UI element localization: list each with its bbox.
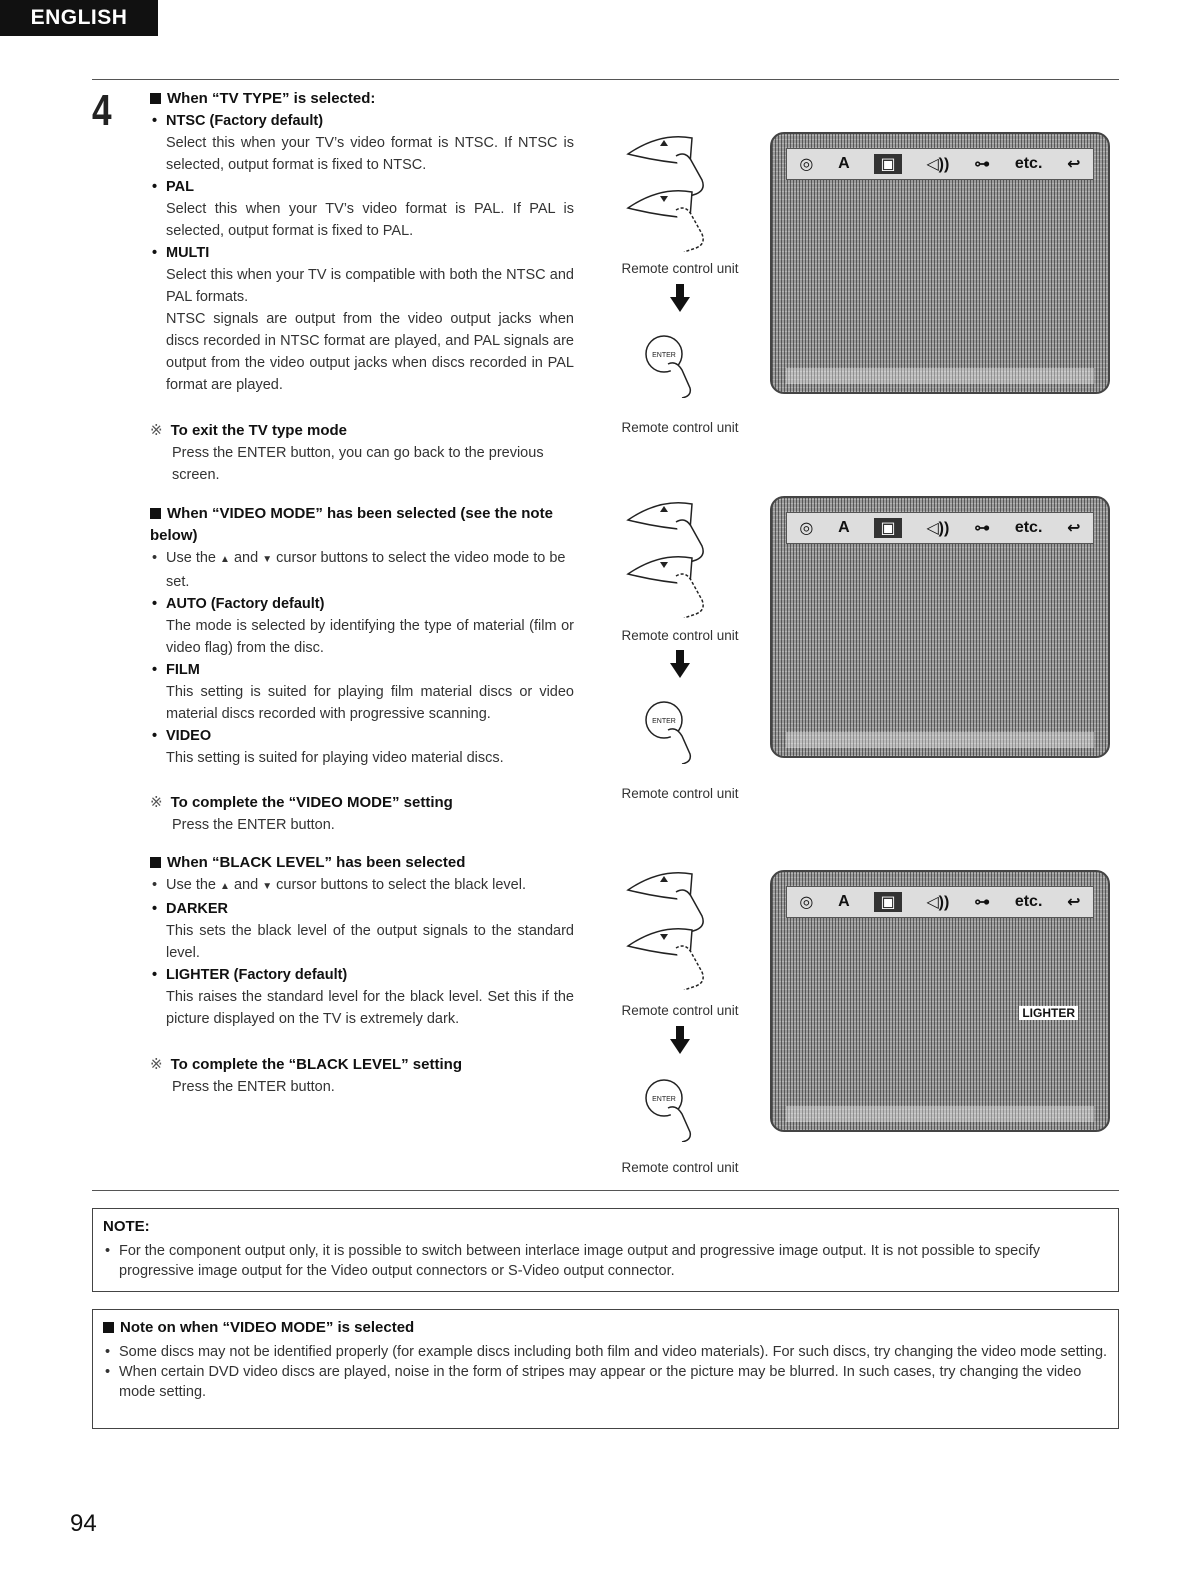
down-arrow-icon: [670, 1026, 690, 1056]
black-complete-text: Press the ENTER button.: [172, 1079, 335, 1095]
film-label: • FILM: [150, 659, 574, 681]
square-bullet-icon: [150, 93, 161, 104]
key-icon: ⊶: [974, 894, 991, 911]
speaker-icon: ◁)): [926, 894, 950, 911]
osd-footer: [786, 732, 1094, 748]
svg-text:ENTER: ENTER: [652, 718, 676, 725]
video-mode-instruction: • Use the ▲ and ▼ cursor buttons to select the video mode to be set.: [150, 547, 574, 593]
darker-text: This sets the black level of the output signals to the standard level.: [166, 923, 574, 961]
note-title: NOTE:: [103, 1218, 150, 1235]
video-mode-section: [150, 503, 574, 769]
osd-menu-bar: [786, 886, 1094, 918]
osd-option-selected: LIGHTER: [1019, 1006, 1078, 1020]
lighter-text: This raises the standard level for the black level. Set this if the picture displayed on the TV is extremely dark.: [166, 989, 574, 1027]
enter-button-icon: [632, 690, 732, 764]
black-level-instruction: • Use the ▲ and ▼ cursor buttons to select the black level.: [150, 874, 574, 898]
remote-control-label: Remote control unit: [621, 1003, 739, 1018]
remote-down-button-icon: [620, 178, 720, 252]
video-label: • VIDEO: [150, 725, 574, 747]
video-mode-note-box: [92, 1309, 1119, 1429]
osd-screen-black-level: [770, 870, 1110, 1132]
speaker-icon: ◁)): [926, 520, 950, 537]
remote-down-button-icon: [620, 916, 720, 990]
disc-icon: ◎: [799, 156, 814, 173]
ntsc-label: • NTSC (Factory default): [150, 110, 574, 132]
video-mode-note-item: • When certain DVD video discs are played, noise in the form of stripes may appear or the picture may be blurred. In such cases, try changing the video mode setting.: [103, 1362, 1108, 1402]
enter-button-icon: [632, 324, 732, 398]
square-bullet-icon: [103, 1322, 114, 1333]
speaker-icon: ◁)): [926, 156, 950, 173]
key-icon: ⊶: [974, 156, 991, 173]
bottom-divider: [92, 1190, 1119, 1191]
exit-text: Press the ENTER button, you can go back to the previous screen.: [172, 445, 544, 483]
osd-menu-bar: [786, 148, 1094, 180]
remote-control-label: Remote control unit: [621, 261, 739, 276]
multi-text-2: NTSC signals are output from the video output jacks when discs recorded in NTSC format are played, and PAL signals are output from the video output jacks when discs recorded in PAL format are played.: [166, 311, 574, 393]
language-tab: ENGLISH: [0, 0, 158, 36]
audio-language-icon: A: [838, 155, 850, 172]
etc-icon: etc.: [1014, 519, 1043, 536]
down-arrow-icon: ▼: [262, 881, 273, 892]
disc-icon: ◎: [799, 520, 814, 537]
remote-control-label: Remote control unit: [621, 1160, 739, 1175]
black-level-complete: [150, 1054, 574, 1098]
lighter-label: • LIGHTER (Factory default): [150, 964, 574, 986]
video-setup-icon: ▣: [874, 892, 901, 912]
tv-type-heading: When “TV TYPE” is selected:: [150, 88, 574, 110]
down-arrow-icon: [670, 284, 690, 314]
video-complete-text: Press the ENTER button.: [172, 817, 335, 833]
osd-menu-bar: [786, 512, 1094, 544]
video-text: This setting is suited for playing video material discs.: [166, 750, 504, 766]
auto-text: The mode is selected by identifying the type of material (film or video flag) from the disc.: [166, 618, 574, 656]
tv-type-section: [150, 88, 574, 396]
audio-language-icon: A: [838, 519, 850, 536]
return-icon: ↩: [1067, 894, 1081, 911]
video-mode-heading: When “VIDEO MODE” has been selected (see the note below): [150, 505, 553, 544]
etc-icon: etc.: [1014, 155, 1043, 172]
darker-label: • DARKER: [150, 898, 574, 920]
svg-text:ENTER: ENTER: [652, 1096, 676, 1103]
black-level-section: [150, 852, 574, 1030]
remote-down-button-icon: [620, 544, 720, 618]
note-item: • For the component output only, it is possible to switch between interlace image output and progressive image output. It is not possible to specify progressive image output for the Video output connectors or S-Video output connector.: [103, 1241, 1108, 1281]
auto-label: • AUTO (Factory default): [150, 593, 574, 615]
black-level-heading: When “BLACK LEVEL” has been selected: [150, 852, 574, 874]
video-mode-note-item: • Some discs may not be identified properly (for example discs including both film and video materials). For such discs, try changing the video mode setting.: [103, 1342, 1108, 1362]
step-number: 4: [92, 86, 112, 135]
square-bullet-icon: [150, 508, 161, 519]
osd-footer: [786, 1106, 1094, 1122]
key-icon: ⊶: [974, 520, 991, 537]
up-arrow-icon: ▲: [220, 881, 230, 892]
osd-option-list: [1019, 1002, 1078, 1024]
etc-icon: etc.: [1014, 893, 1043, 910]
osd-footer: [786, 368, 1094, 384]
svg-text:ENTER: ENTER: [652, 352, 676, 359]
exit-heading: ※ To exit the TV type mode: [150, 422, 347, 439]
pal-text: Select this when your TV’s video format is PAL. If PAL is selected, output format is fixed to PAL.: [166, 201, 574, 239]
multi-label: • MULTI: [150, 242, 574, 264]
down-arrow-icon: [670, 650, 690, 680]
remote-control-label: Remote control unit: [621, 786, 739, 801]
enter-button-icon: [632, 1068, 732, 1142]
top-divider: [92, 79, 1119, 80]
video-setup-icon: ▣: [874, 154, 901, 174]
page-number: 94: [70, 1510, 97, 1537]
return-icon: ↩: [1067, 156, 1081, 173]
osd-screen-video-mode: [770, 496, 1110, 758]
video-mode-complete: [150, 792, 574, 836]
down-arrow-icon: ▼: [262, 554, 273, 565]
return-icon: ↩: [1067, 520, 1081, 537]
video-mode-note-title: Note on when “VIDEO MODE” is selected: [103, 1318, 1108, 1338]
ntsc-text: Select this when your TV’s video format is NTSC. If NTSC is selected, output format is fixed to NTSC.: [166, 135, 574, 173]
remote-control-label: Remote control unit: [621, 628, 739, 643]
pal-label: • PAL: [150, 176, 574, 198]
audio-language-icon: A: [838, 893, 850, 910]
note-box: [92, 1208, 1119, 1292]
video-setup-icon: ▣: [874, 518, 901, 538]
up-arrow-icon: ▲: [220, 554, 230, 565]
film-text: This setting is suited for playing film material discs or video material discs recorded with progressive scanning.: [166, 684, 574, 722]
square-bullet-icon: [150, 857, 161, 868]
black-complete-heading: ※ To complete the “BLACK LEVEL” setting: [150, 1056, 462, 1073]
remote-control-label: Remote control unit: [621, 420, 739, 435]
osd-screen-tv-type: [770, 132, 1110, 394]
disc-icon: ◎: [799, 894, 814, 911]
multi-text-1: Select this when your TV is compatible with both the NTSC and PAL formats.: [166, 267, 574, 305]
video-complete-heading: ※ To complete the “VIDEO MODE” setting: [150, 794, 453, 811]
tv-type-exit: [150, 420, 574, 486]
